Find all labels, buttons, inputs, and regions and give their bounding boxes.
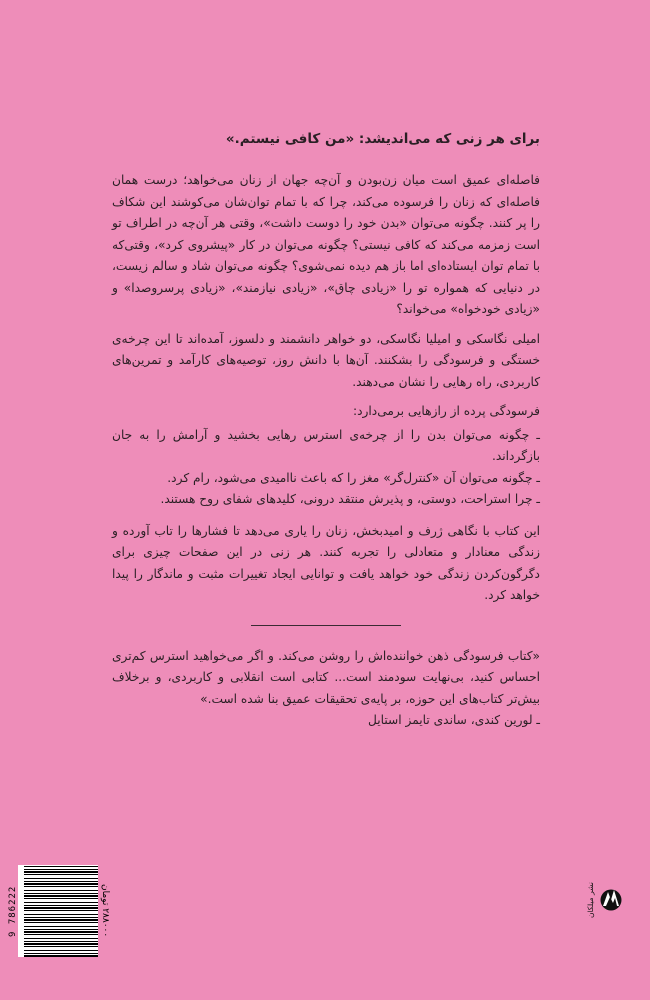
summary-paragraph: این کتاب با نگاهی ژرف و امیدبخش، زنان را یاری می‌دهد تا فشارها را تاب آورده و زندگی معنادار و متعادلی را تجربه کنند. هر زنی در این صفحات چیزی برای دگرگون‌کردن زندگی خود خواهد یافت و توانایی ایجاد تغییرات مثبت و ماندگار را پیدا خواهد کرد. <box>112 523 540 602</box>
authors-paragraph: امیلی نگاسکی و امیلیا نگاسکی، دو خواهر دانشمند و دلسوز، آمده‌اند تا این چرخه‌ی خستگی و فرسودگی را بشکنند. آن‌ها با دانش روز، توصیه‌های کارآمد و تمرین‌های کاربردی، راه رهایی را نشان می‌دهند. <box>112 331 540 389</box>
barcode-bars <box>18 865 98 957</box>
list-item: ـ چرا استراحت، دوستی، و پذیرش منتقد درونی، کلیدهای شفای روح هستند. <box>160 492 540 506</box>
list-item: ـ چگونه می‌توان بدن را از چرخه‌ی استرس رهایی بخشید و آرامش را به جان بازگرداند. <box>112 427 540 463</box>
list-item: ـ چگونه می‌توان آن «کنترل‌گر» مغز را که باعث ناامیدی می‌شود، رام کرد. <box>167 470 540 485</box>
price-label: ۲۸۸۰۰۰ تومان <box>100 884 110 938</box>
intro-paragraph: فاصله‌ای عمیق است میان زن‌بودن و آن‌چه جهان از زنان می‌خواهد؛ درست همان فاصله‌ای که زنان را فرسوده می‌کند، چرا که با تمام توان‌شان می‌کوشند این شکاف را پر کنند. چگونه می‌توان «بدن خود را دوست داشت»، وقتی هر آن‌چه در اطراف تو است زمزمه می‌کند که کافی نیستی؟ چگونه می‌توان در کار «پیشروی کرد»، وقتی‌که با تمام توان ایستاده‌ای اما باز هم دیده نمی‌شوی؟ چگونه می‌توان شاد و سالم زیست، در دنیایی که همواره تو را «زیادی چاق»، «زیادی نیازمند»، «زیادی پرسروصدا» و «زیادی خودخواه» می‌خواند؟ <box>112 173 540 316</box>
publisher-block <box>586 870 622 942</box>
key-points-list <box>112 425 540 511</box>
review-attribution: ـ لورین کندی، ساندی تایمز استایل <box>368 713 540 727</box>
isbn-barcode <box>8 865 128 965</box>
publisher-name: نشر میلکان <box>586 882 595 918</box>
back-cover-text <box>112 128 540 732</box>
isbn-number: 9 786222 <box>8 885 18 937</box>
list-intro: فرسودگی پرده از رازهایی برمی‌دارد: <box>352 404 540 418</box>
review-quote: «کتاب فرسودگی ذهن خواننده‌اش را روشن می‌کند. و اگر می‌خواهید استرس کم‌تری احساس کنید، بی‌نهایت سودمند است... کتابی است انقلابی و کاربردی، و برخلاف بیش‌تر کتاب‌های این حوزه، بر پایه‌ی تحقیقات عمیق بنا شده است.» <box>112 648 540 706</box>
mountain-logo-icon <box>600 870 622 930</box>
divider <box>251 625 401 626</box>
cover-heading: برای هر زنی که می‌اندیشد: «من کافی نیستم.» <box>225 131 540 147</box>
